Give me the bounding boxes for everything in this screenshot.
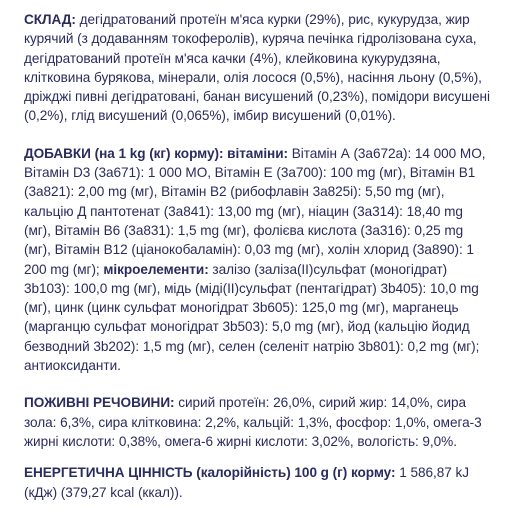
additives-section (24, 144, 490, 376)
vitamins-text: Вітамін А (3a672a): 14 000 МО, Вітамін D3 (3a671): 1 000 МО, Вітамін Е (3a700): 100 mg (мг), Вітамін В1 (3a821): 2,00 mg (мг), Вітамін В2 (рибофлавін 3a825i): 5,50 mg (мг), кальцію Д пантотенат (3a841): 13,00 mg (мг), ніацин (3a314): 18,40 mg (мг), Вітамін В6 (3a831): 1,5 mg (мг), фолієва кислота (3a316): 0,25 mg (мг), Вітамін В12 (ціанокобаламін): 0,03 mg (мг), холін хлорид (3a890): 1 200 mg (мг); (24, 145, 486, 277)
composition-section (24, 10, 490, 126)
energy-label: ЕНЕРГЕТИЧНА ЦІННІСТЬ (калорійність) 100 g (г) корму: (24, 465, 396, 481)
minerals-text: залізо (заліза(II)сульфат (моногідрат) 3b103): 100,0 mg (мг), мідь (міді(II)сульфат (пентагідрат) 3b405): 10,0 mg (мг), цинк (цинк сульфат моногідрат 3b605): 125,0 mg (мг), марганець (марганцю сульфат моногідрат 3b503): 5,0 mg (мг), йод (кальцію йодид безводний 3b202): 1,5 mg (мг), селен (селеніт натрію 3b801): 0,2 mg (мг); антиоксиданти. (24, 261, 480, 374)
nutrients-section (24, 393, 490, 451)
composition-label: СКЛАД: (24, 12, 76, 27)
minerals-label: мікроелементи: (99, 261, 209, 277)
nutrients-text: сирий протеїн: 26,0%, сирий жир: 14,0%, сира зола: 6,3%, сира клітковина: 2,2%, кальцій: 1,3%, фосфор: 1,0%, омега-3 жирні кислоти: 0,38%, омега-6 жирні кислоти: 3,02%, вологість: 9,0%. (24, 395, 482, 449)
energy-text: 1 586,87 kJ (кДж) (379,27 kcal (ккал)). (24, 465, 469, 500)
energy-section (24, 463, 490, 502)
nutrients-label: ПОЖИВНІ РЕЧОВИНИ: (24, 395, 175, 411)
vitamins-label: вітаміни: (223, 145, 288, 161)
composition-text: дегідратований протеїн м'яса курки (29%), рис, кукурудза, жир курячий (з додаванням токоферолів), куряча печінка гідролізована суха, дегідратований протеїн м'яса качки (4%), клейковина кукурудзяна, клітковина бурякова, мінерали, олія лосося (0,5%), насіння льону (0,5%), дріжджі пивні дегідратовані, банан висушений (0,23%), помідори висушені (0,2%), глід висушений (0,065%), імбир висушений (0,01%). (24, 12, 490, 124)
additives-label: ДОБАВКИ (на 1 kg (кг) корму): (24, 145, 224, 161)
